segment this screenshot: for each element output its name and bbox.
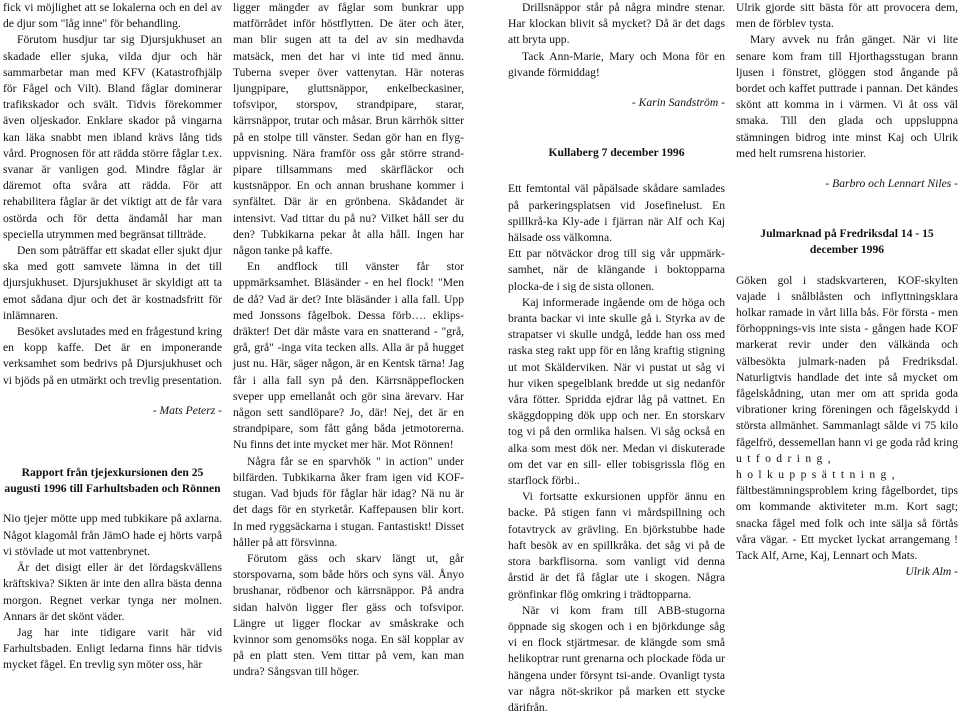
col3-signature: - Karin Sandström - xyxy=(631,96,725,110)
col4-article-heading: Julmarknad på Fredriksdal 14 - 15 december 1996 xyxy=(760,227,934,257)
col1-paragraph-3: Den som påträffar ett skadat eller sjukt djur ska med gott samvete lämna in det till djursjukhuset. Djursjukhuset är skyldigt att ta emot sådana djur och det är kostnadsfritt för inlämnaren. xyxy=(3,244,222,322)
col4-paragraph-2: Mary avvek nu från gänget. När vi lite senare kom fram till Hjorthagsstugan brann ljusen i fönstret, glöggen stod ångande på bordet och kaffet puttrade i pannan. Det kändes skönt att komma in i värmen. Vi åt oss väl smaka. Till den glada och uppsluppna stämningen bidrog inte minst Kaj och Ulrik med helt rumsrena historier. xyxy=(736,33,958,160)
col4-paragraph-3-part-2: utfodring, holkuppsättning, xyxy=(736,451,901,482)
col4-paragraph-3 xyxy=(736,273,958,565)
col1-paragraph-6: Är det disigt eller är det lördagskvällens kräftskiva? Sikten är inte den allra bästa denna morgon. Regnet verkar tynga ner molnen. Annars är det skönt väder. xyxy=(3,561,222,623)
column-1 xyxy=(3,0,222,674)
col3-paragraph-2: Tack Ann-Marie, Mary och Mona för en givande förmiddag! xyxy=(508,49,725,79)
col4-signature-2: Ulrik Alm - xyxy=(905,565,958,579)
col3-paragraph-3: Ett femtontal väl påpälsade skådare samlades på parkeringsplatsen vid Josefinelust. En spillkrå-ka Kly-ade i fjärran när Alf och Kaj hälsade oss välkomna. xyxy=(508,182,725,245)
col2-paragraph-3: Några får se en sparvhök " in action" under bilfärden. Tubkikarna åker fram igen vid KOF-stugan. Vad bjuds för fåglar här idag? Nä nu är det dags för en styrketår. Kaffepausen blir kort. In med ryggsäckarna i stugan. Fantastiskt! Disset håller på att försvinna. xyxy=(233,454,464,549)
col1-paragraph-7: Jag har inte tidigare varit här vid Farhultsbaden. Enligt ledarna finns här tidvis mycket fågel. En trevlig syn möter oss, här xyxy=(3,625,222,672)
col3-paragraph-1: Drillsnäppor står på några mindre stenar. Har klockan blivit så mycket? Då är det dags att bryta upp. xyxy=(508,1,725,47)
col2-paragraph-2: En andflock till vänster får stor uppmärksamhet. Bläsänder - en hel flock! "Men de då? Vad är det? Inte bläsänder i alla fall. Upp med Jonssons fågelbok. Dessa förb…. eklips-dräkter! Det där måste vara en snatterand - "grå, grå, grå" -inga vita tecken alls. Alla är på hugget just nu. Här, säger någon, är en Kentsk tärna! Jag får i alla fall syn på den. Kärrsnäppeflocken sveper upp emellanåt och gör sina ärevarv. Har någon sett sandlöpare? Jo, där! Nej, det är en strandpipare, som fått gång båda jetmotorerna. Nu finns det inte mycket mer här. Mot Rönnen! xyxy=(233,260,464,452)
col3-article-heading: Kullaberg 7 december 1996 xyxy=(548,146,685,160)
col2-paragraph-4: Förutom gäss och skarv längt ut, går storspovarna, som både hörs och syns väl. Ånyo brushanar, rödbenor och kärrsnäppor. På andra sidan halvön ligger fler gäss och tofsvipor. Längre ut ligger flockar av småskrake och kvinnor som genomsöks noga. En säl kopplar av på en platt sten. Vem tittar på vem, kan man undra? Sångsvan till höger. xyxy=(233,551,464,679)
col1-paragraph-2: Förutom husdjur tar sig Djursjukhuset an skadade eller sjuka, vilda djur och här sammarbetar man med KFV (Katastrofhjälp för Fågel och Vilt). Bland fåglar dominerar trafikskador och svält. Tidvis förekommer även oljeskador. Enklare skador på vingarna kan läka snabbt men ibland krävs lång tids vård. Prognosen för att rädda större fåglar t.ex. svanar är vanligen god. Mindre fåglar är däremot ofta svåra att rädda. För att rehabilitera fåglar är det viktigt att de får vara ostörda och för detta ändamål har man speciella utrymmen med begränsat tillträde. xyxy=(3,33,222,241)
col3-paragraph-7: När vi kom fram till ABB-stugorna öppnade sig skogen och i en björkdunge såg vi en flock stjärtmesar. de klängde som små helikoptrar runt grenarna och plockade föda ur hängena under försynt tsi-ande. Ovanligt tysta var några nöt-skrikor på marken ett stycke därifrån. xyxy=(508,603,725,714)
col3-paragraph-5: Kaj informerade ingående om de höga och branta backar vi inte skulle gå i. Styrka av de strapatser vi skulle undgå, ledde han oss med raska steg rakt upp för en lång kraftig stigning ut mot Skälderviken. När vi pustat ut såg vi hur viken spegelblank bredde ut sig nedanför våra fötter. Spridda ejdrar låg på vattnet. En skäggdopping dök upp och ner. En storskarv tog vi på den ormlika halsen. Vi såg också en alka som mest dök ner. Medan vi diskuterade om det var en sill- eller tobisgrissla flög en starflock förbi.. xyxy=(508,295,725,488)
col4-paragraph-1: Ulrik gjorde sitt bästa för att provocera dem, men de förblev tysta. xyxy=(736,1,958,31)
col2-paragraph-1: ligger mängder av fåglar som bunkrar upp matförrådet inför höstflytten. De äter och äter, man blir sugen att ta del av sin medhavda matsäck, men det har vi inte tid med ännu. Tuberna sveper över vattenytan. Här noteras ljungpipare, gluttsnäppor, enkelbeckasiner, tofsvipor, storspov, strandpipare, starar, kärrsnäppor, trutar och måsar. Brun kärrhök sitter på en stolpe till vänster. Sedan gör han en flyg-uppvisning. Nära framför oss går större strand-pipare tillsammans med skärfläckor och kustsnäppor. En och annan brushane kommer i synfältet. Där är en grönbena. Skådandet är intensivt. Vad tittar du på nu? Vilket håll ser du den? Tubkikarna pekar åt alla håll. Ingen har någon tanke på kaffe. xyxy=(233,1,464,258)
col1-paragraph-5: Nio tjejer mötte upp med tubkikare på axlarna. Något klagomål från JämO hade ej hörts varpå vi stövlade ut mot vattenbrynet. xyxy=(3,512,222,558)
col1-signature: - Mats Peterz - xyxy=(152,403,222,417)
column-4 xyxy=(736,0,958,581)
col4-paragraph-3-part-3: fältbestämningsproblem kring fågelbordet, tips om kommande aktiviteter m.m. Kort sagt; snacka fågel med folk och inte sälja så förtås våra vägar. - Ett mycket lyckat arrangemang ! Tack Alf, Arne, Kaj, Lennart och Mats. xyxy=(736,484,958,563)
col3-paragraph-6: Vi fortsatte exkursionen uppför ännu en backe. På stigen fann vi mårdspillning och fotavtryck av grävling. En björkstubbe hade haft besök av en spillkråka. det såg vi på de stora barkflisorna. som vanligt vid denna årstid är det få fåglar ute i skogen. Några grönfinkar flög omkring i trädtopparna. xyxy=(508,490,725,601)
col3-paragraph-4: Ett par nötväckor drog till sig vår uppmärk-samhet, när de klängande i boktopparna plocka-de i sig de sista ollonen. xyxy=(508,247,725,293)
column-3 xyxy=(508,0,725,716)
col4-paragraph-3-part-1: Göken gol i stadskvarteren, KOF-skylten vajade i snålblåsten och inflyttningsklara holkar ramade in vårt lilla bås. För första - men förhoppnings-vis inte sista - gången hade KOF markerat revir under den välkända och välbesökta julmark-naden på Fredriksdal. Naturligtvis handlade det inte så mycket om fågelskådning, utan mer om att sprida goda vibrationer kring föreningen och fågelskydd i största allmänhet. Sammanlagt sålde vi 75 kilo fågelfrö, dessemellan hann vi ge goda råd kring xyxy=(736,273,958,449)
col1-article-heading: Rapport från tjejexkursionen den 25 augusti 1996 till Farhultsbaden och Rönnen xyxy=(4,466,221,496)
col4-signature: - Barbro och Lennart Niles - xyxy=(825,177,958,191)
col1-paragraph-4: Besöket avslutades med en frågestund kring en kopp kaffe. Det är en imponerande verksamhet som bedrivs på Djursjukhuset och vi bjöds på en utmärkt och trevlig presentation. xyxy=(3,325,222,387)
column-2 xyxy=(233,0,464,681)
col1-paragraph-1: fick vi möjlighet att se lokalerna och en del av de djur som "låg inne" för behandling. xyxy=(3,1,222,31)
